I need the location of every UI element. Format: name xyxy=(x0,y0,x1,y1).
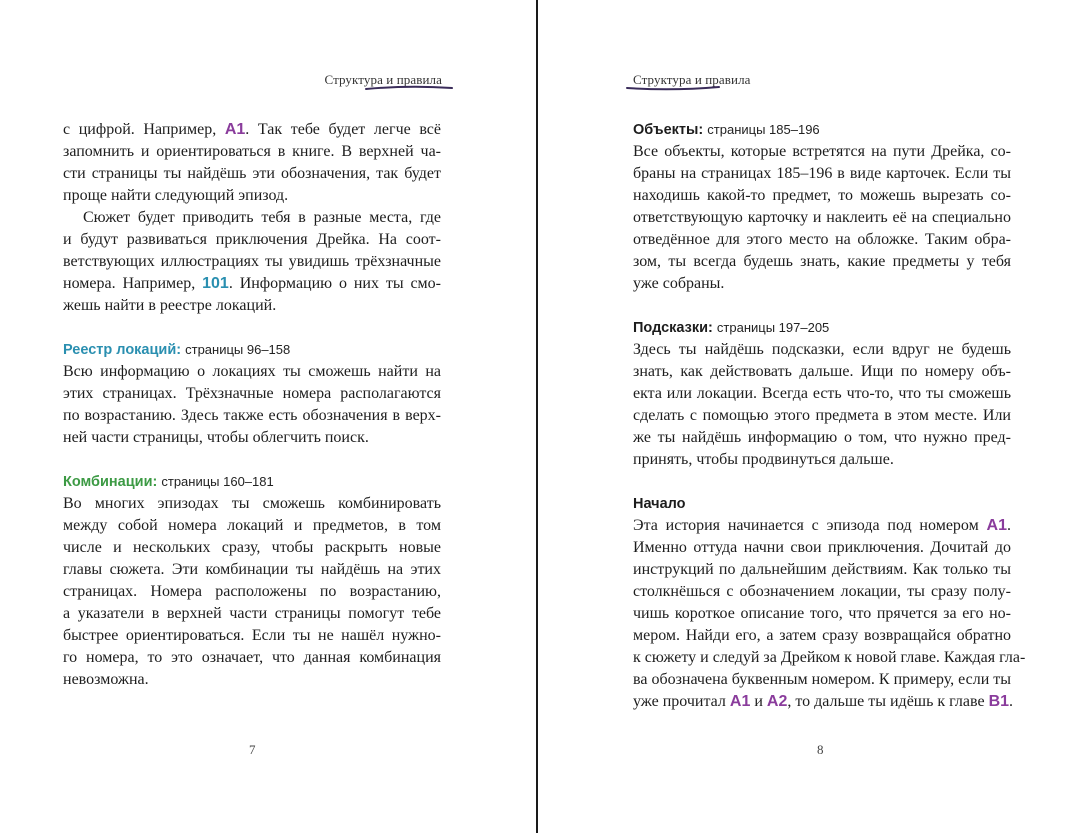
text-line: Все объекты, которые встретятся на пути Дрейка, со- xyxy=(633,143,1011,160)
text-line: принять, чтобы продвинуться дальше. xyxy=(633,451,894,468)
text-line: и будут развиваться приключения Дрейка. На соот- xyxy=(63,231,441,248)
text-line: жешь найти в реестре локаций. xyxy=(63,297,277,314)
text-line: мером. Найди его, а затем сразу возвращайся обратно xyxy=(633,627,1011,644)
text-line: Здесь ты найдёшь подсказки, если вдруг не будешь xyxy=(633,341,1011,358)
text-line: Всю информацию о локациях ты сможешь найти на xyxy=(63,363,441,380)
section-heading-combinations: Комбинации: страницы 160–181 xyxy=(63,474,274,490)
book-spine xyxy=(536,0,538,833)
text-line: невозможна. xyxy=(63,671,149,688)
section-pages: страницы 185–196 xyxy=(707,122,820,137)
text-line: сти страницы ты найдёшь эти обозначения, так будет xyxy=(63,165,441,182)
text-line: числе и нескольких сразу, чтобы раскрыть новые xyxy=(63,539,441,556)
text-line: запомнить и ориентироваться в книге. В верхней ча- xyxy=(63,143,441,160)
text-line: Во многих эпизодах ты сможешь комбинировать xyxy=(63,495,441,512)
text-line: ответствующую карточку и наклеить её на специально xyxy=(633,209,1011,226)
text-line: сделать с помощью этого предмета в этом месте. Или xyxy=(633,407,1011,424)
text-line: ней части страницы, чтобы облегчить поиск. xyxy=(63,429,369,446)
right-page xyxy=(539,0,1075,833)
running-head: Структура и правила xyxy=(324,72,442,87)
text-line: проще найти следующий эпизод. xyxy=(63,187,289,204)
text-line: к сюжету и следуй за Дрейком к новой главе. Каждая гла- xyxy=(633,649,1026,666)
section-pages: страницы 197–205 xyxy=(716,320,830,335)
text-line: уже собраны. xyxy=(633,275,725,292)
section-heading-registry: Реестр локаций: страницы 96–158 xyxy=(63,342,291,358)
text-line: по возрастанию. Здесь также есть обозначения в верх- xyxy=(63,407,441,424)
text-line: чишь короткое описание того, что прячется за его но- xyxy=(633,605,1011,622)
text-line: ва обозначена буквенным номером. К примеру, если ты xyxy=(633,671,1012,688)
text-line: екта или локации. Всегда есть что-то, что ты сможешь xyxy=(633,385,1011,402)
left-page-body xyxy=(63,119,441,691)
right-page-body xyxy=(633,119,1026,713)
running-head: Структура и правила xyxy=(633,72,751,87)
text-line: между собой номера локаций и предметов, в том xyxy=(63,517,441,534)
episode-code: B1 xyxy=(988,693,1010,710)
text-line: Именно оттуда начни свои приключения. Дочитай до xyxy=(633,539,1011,556)
page-number: 8 xyxy=(817,742,824,757)
text-line: уже прочитал A1 и A2, то дальше ты идёшь к главе B1. xyxy=(633,693,1014,710)
text-line: инструкций по дальнейшим действиям. Как только ты xyxy=(633,561,1011,578)
text-line: страницах. Номера расположены по возрастанию, xyxy=(63,583,441,600)
page-number: 7 xyxy=(249,742,256,757)
text-line: этих страницах. Трёхзначные номера располагаются xyxy=(63,385,441,402)
section-heading-hints: Подсказки: страницы 197–205 xyxy=(633,320,830,336)
text-line: Эта история начинается с эпизода под номером A1. xyxy=(633,517,1011,534)
left-page xyxy=(0,0,536,833)
running-head-underline xyxy=(364,84,454,92)
text-line: быстрее ориентироваться. Если ты не нашёл нужно- xyxy=(63,627,441,644)
text-line: главы сюжета. Эти комбинации ты найдёшь на этих xyxy=(63,561,441,578)
text-line: с цифрой. Например, A1. Так тебе будет легче всё xyxy=(63,121,441,138)
text-line: зом, ты всегда будешь знать, какие предметы у тебя xyxy=(633,253,1011,270)
episode-code: A1 xyxy=(986,517,1007,534)
text-line: находишь какой-то предмет, то можешь вырезать со- xyxy=(633,187,1011,204)
episode-code: A1 xyxy=(729,693,751,710)
section-heading-objects: Объекты: страницы 185–196 xyxy=(633,122,820,138)
text-line: а указатели в верхней части страницы помогут тебе xyxy=(63,605,441,622)
text-line: го номера, то это означает, что данная комбинация xyxy=(63,649,441,666)
section-pages: страницы 96–158 xyxy=(185,342,291,357)
text-line: знать, как действовать дальше. Ищи по номеру объ- xyxy=(633,363,1011,380)
episode-code: A1 xyxy=(224,121,246,138)
section-pages: страницы 160–181 xyxy=(161,474,274,489)
episode-code: A2 xyxy=(766,693,788,710)
running-head-underline xyxy=(625,84,721,92)
text-line: ветствующих иллюстрациях ты увидишь трёхзначные xyxy=(63,253,441,270)
section-heading-start: Начало xyxy=(633,496,686,512)
text-line: же ты найдёшь информацию о том, что нужно пред- xyxy=(633,429,1011,446)
text-line: отведённое для этого место на обложке. Таким обра- xyxy=(633,231,1011,248)
location-code: 101 xyxy=(202,275,229,292)
text-line: номера. Например, 101. Информацию о них ты смо- xyxy=(63,275,442,292)
text-line: Сюжет будет приводить тебя в разные места, где xyxy=(83,209,441,226)
text-line: браны на страницах 185–196 в виде карточек. Если ты xyxy=(633,165,1011,182)
text-line: столкнёшься с обозначением локации, ты сразу полу- xyxy=(633,583,1011,600)
